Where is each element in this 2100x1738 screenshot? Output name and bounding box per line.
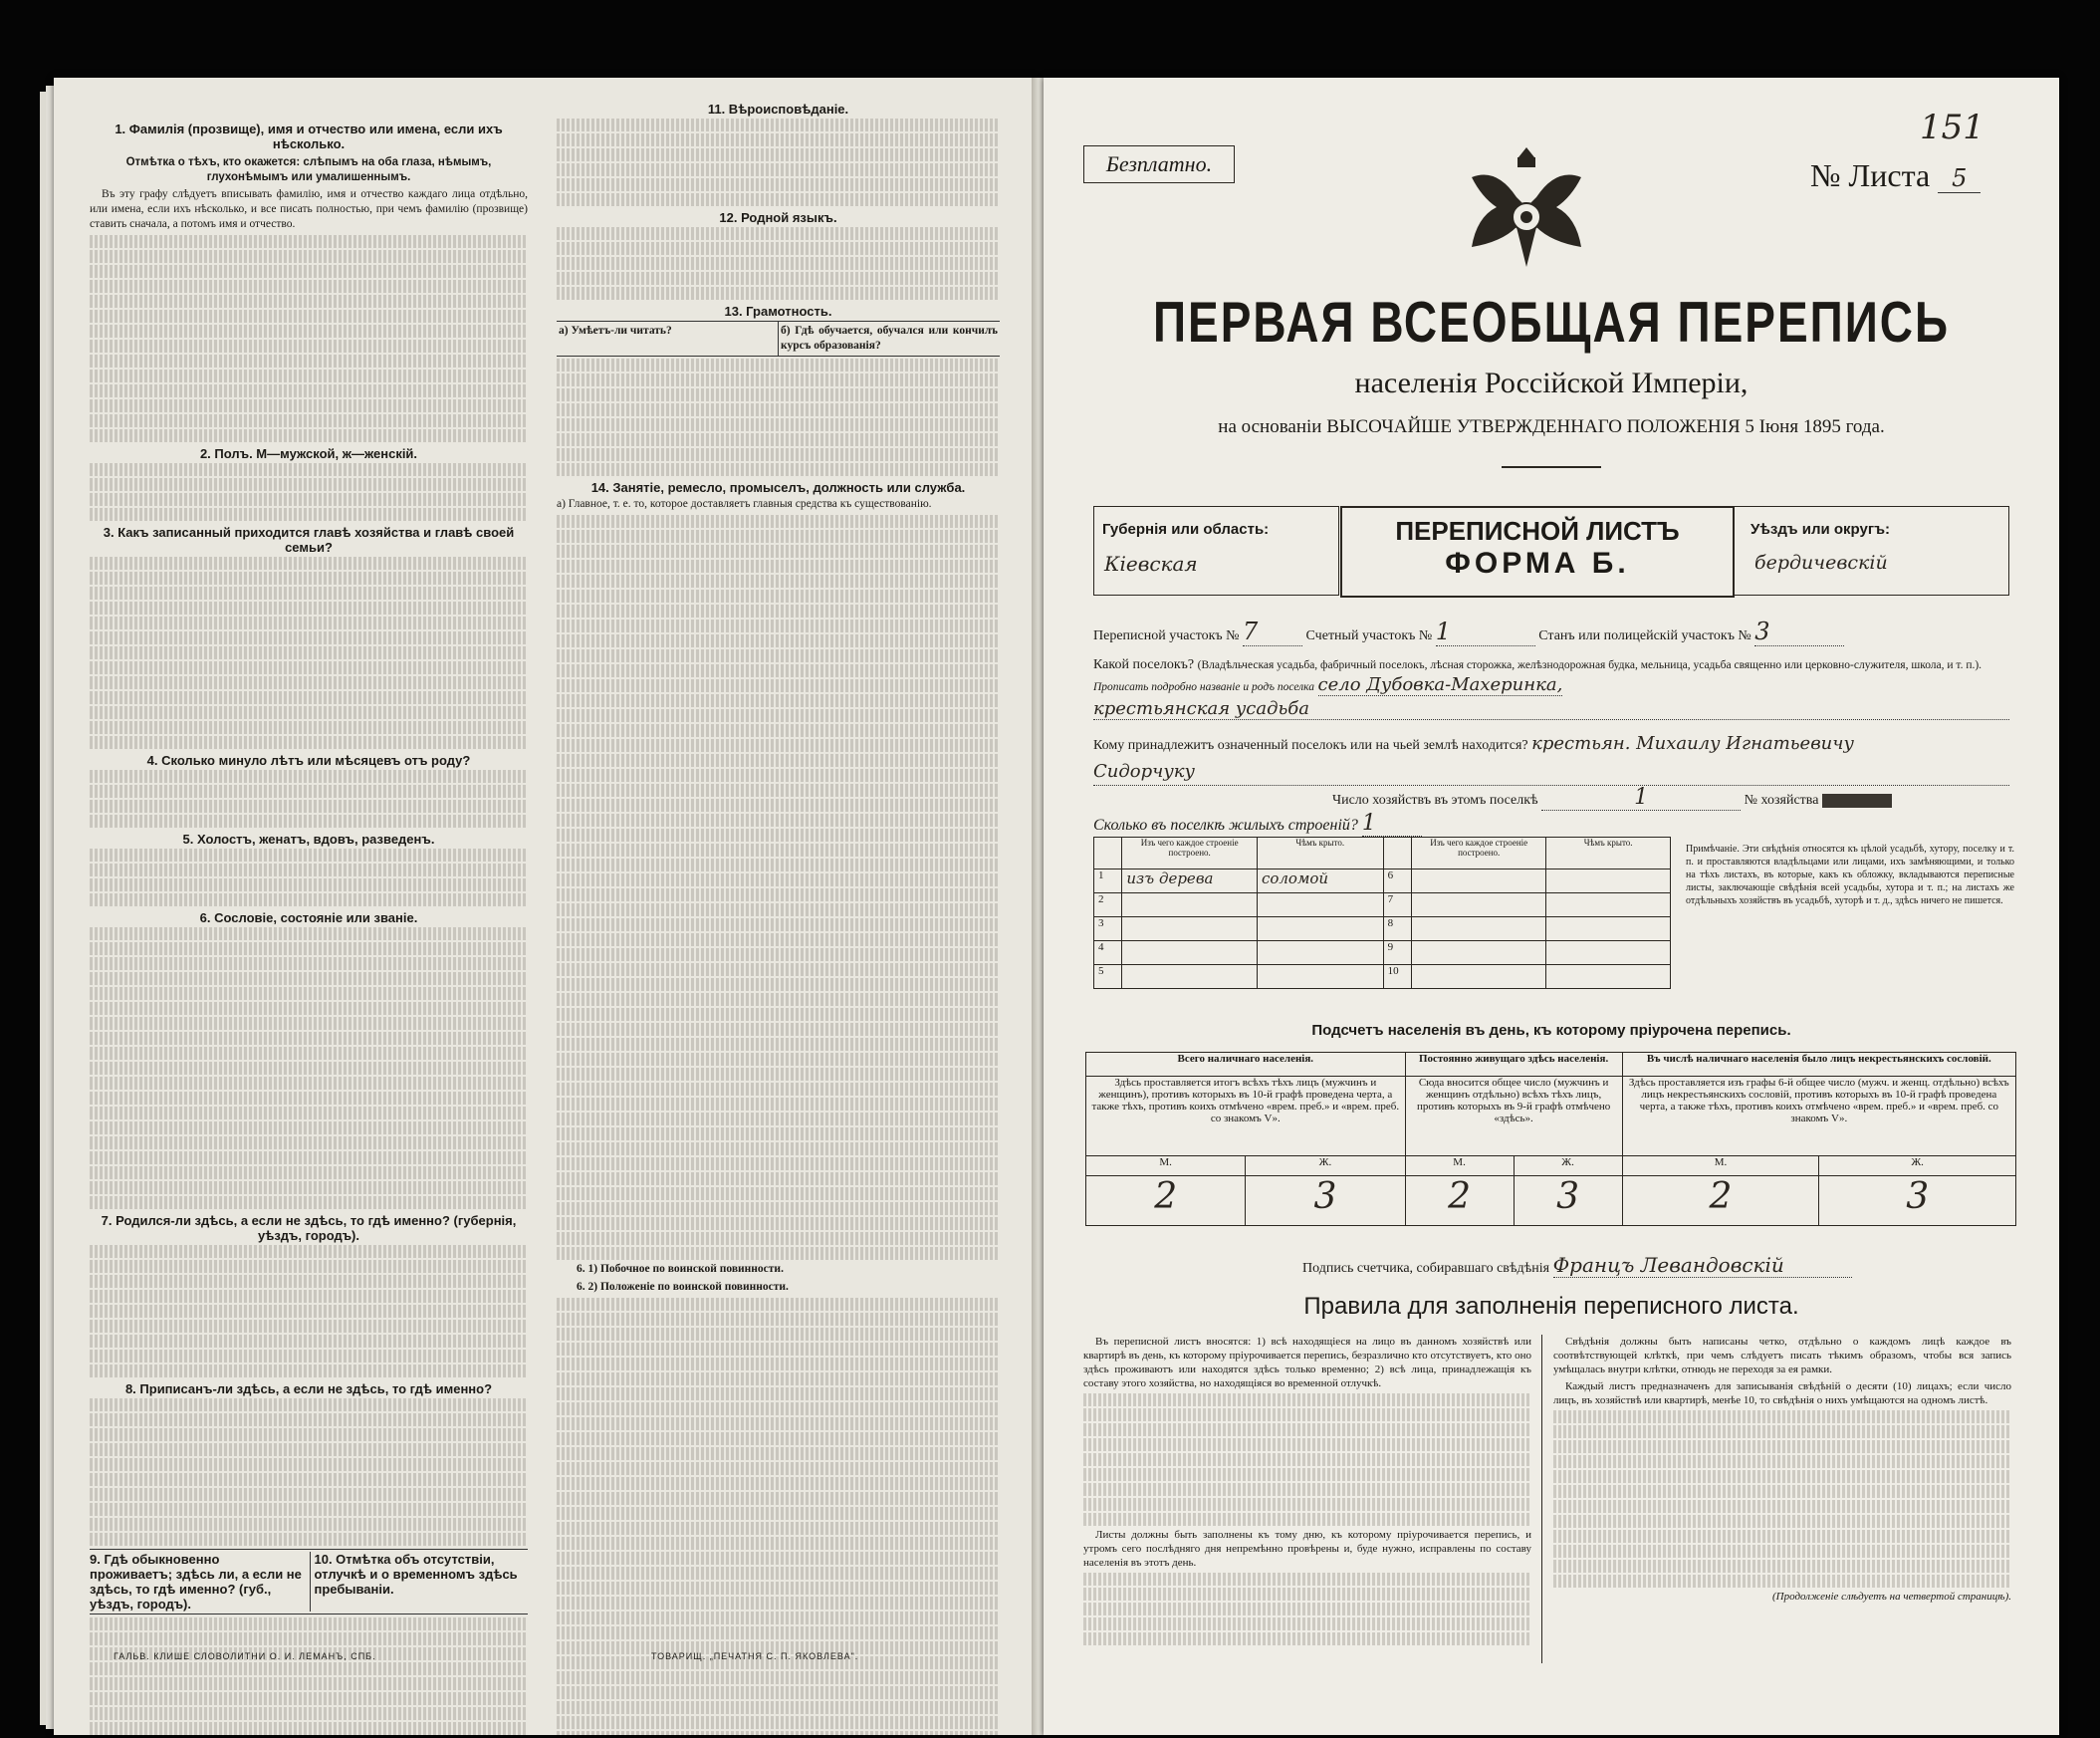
tally-desc-present: Здѣсь проставляется итогъ всѣхъ тѣхъ лицъ (мужчинъ и женщинъ), противъ которыхъ въ 10-й графѣ проведена черта, а также тѣхъ, противъ коихъ отмѣчено «врем. преб.» и «врем. преб. со знакомъ V». xyxy=(1086,1077,1406,1156)
building-row-number: 9 xyxy=(1383,941,1412,965)
building-row-number: 7 xyxy=(1383,893,1412,917)
tally-male-label: М. xyxy=(1622,1156,1819,1176)
left-page xyxy=(54,78,1035,1735)
gubernia-label: Губернія или область: xyxy=(1102,521,1270,538)
uezd-box xyxy=(1734,506,2009,596)
buildings-table xyxy=(1093,837,1671,989)
field-heading-13b: б) Гдѣ обучается, обучался или кончилъ курсъ образованія? xyxy=(778,322,1000,356)
buildings-col-from-2: Изъ чего каждое строеніе построено. xyxy=(1412,838,1546,869)
uezd-value: бердичевскій xyxy=(1754,552,1888,574)
tally-head-resident: Постоянно живущаго здѣсь населенія. xyxy=(1405,1053,1622,1077)
field-heading-5: 5. Холостъ, женатъ, вдовъ, разведенъ. xyxy=(182,832,435,847)
field-heading-8: 8. Приписанъ-ли здѣсь, а если не здѣсь, то гдѣ именно? xyxy=(124,1381,493,1396)
tally-head-non-peasant: Въ числѣ наличнаго населенія было лицъ некрестьянскихъ сословій. xyxy=(1622,1053,2015,1077)
building-roof: соломой xyxy=(1257,869,1383,893)
field-heading-14: 14. Занятіе, ремесло, промыселъ, должность или служба. xyxy=(590,480,966,495)
tally-value: 3 xyxy=(1246,1176,1405,1226)
stan-value: 3 xyxy=(1754,618,1844,646)
owner-block xyxy=(1093,731,2009,786)
settlement-label: Какой поселокъ? xyxy=(1093,657,1195,672)
instructions-col-1 xyxy=(90,118,528,1735)
field-heading-10: 10. Отмѣтка объ отсутствіи, отлучкѣ и о временномъ здѣсь пребываніи. xyxy=(310,1552,529,1612)
form-title-2: ФОРМА Б. xyxy=(1445,547,1630,580)
sheet-number xyxy=(1810,157,1981,194)
buildings-col-roof: Чѣмъ крыто. xyxy=(1257,838,1383,869)
tally-value: 2 xyxy=(1086,1176,1246,1226)
count-section-label: Счетный участокъ № xyxy=(1305,628,1433,643)
sheet-number-label: № Листа xyxy=(1810,157,1931,193)
field-heading-4: 4. Сколько минуло лѣтъ или мѣсяцевъ отъ роду? xyxy=(146,753,471,768)
imperial-eagle-emblem xyxy=(1452,137,1601,287)
tally-male-label: М. xyxy=(1405,1156,1514,1176)
form-title-box xyxy=(1340,506,1735,598)
printer-note-left: ГАЛЬВ. КЛИШЕ СЛОВОЛИТНИ О. И. ЛЕМАНЪ, СПБ. xyxy=(114,1651,376,1661)
settlement-value-2: крестьянская усадьба xyxy=(1093,699,2009,720)
rules-continued: (Продолженіе слѣдуетъ на четвертой страницѣ). xyxy=(1772,1591,2011,1603)
rules-text-left: Въ переписной листъ вносятся: 1) всѣ находящіеся на лицо въ данномъ хозяйствѣ или квартирѣ въ день, къ которому пріурочивается перепись, безразлично кто отсутствуетъ, кто оно здѣсь проживаютъ или находятся здѣсь только временно; 2) всѣ лица, принадлежащія къ составу этого хозяйства, но находящіяся во временной отлучкѣ. xyxy=(1083,1336,1531,1389)
field-heading-14a: а) Главное, т. е. то, которое доставляетъ главныя средства къ существованію. xyxy=(557,498,932,510)
signature-line xyxy=(1302,1253,1852,1278)
tally-title: Подсчетъ населенія въ день, къ которому пріурочена перепись. xyxy=(1311,1022,1791,1039)
signature-label: Подпись счетчика, собиравшаго свѣдѣнія xyxy=(1302,1261,1550,1276)
buildings-value: 1 xyxy=(1362,811,1422,837)
census-subtitle: населенія Россійской Имперіи, xyxy=(1354,367,1749,399)
field-heading-7: 7. Родился-ли здѣсь, а если не здѣсь, то гдѣ именно? (губернія, уѣздъ, городъ). xyxy=(101,1213,517,1243)
rules-text-right-2: Каждый листъ предназначенъ для записыванія свѣдѣній о десяти (10) лицахъ; если число лицъ, въ хозяйствѣ или квартирѣ, менѣе 10, то свѣдѣнія о нихъ умѣщаются на одномъ листѣ. xyxy=(1553,1380,2011,1406)
households-label: Число хозяйствъ въ этомъ поселкѣ xyxy=(1332,793,1538,808)
households-value: 1 xyxy=(1541,785,1741,811)
rules-title: Правила для заполненія переписного листа. xyxy=(1303,1293,1799,1320)
page-number-handwritten: 151 xyxy=(1920,108,1984,147)
tally-value: 2 xyxy=(1405,1176,1514,1226)
count-section-value: 1 xyxy=(1436,618,1535,646)
settlement-hint-2: Прописать подробно названіе и родъ поселка xyxy=(1093,681,1314,693)
field-heading-11: 11. Вѣроисповѣданіе. xyxy=(707,102,849,117)
section-line xyxy=(1093,618,2009,646)
buildings-label: Сколько въ поселкѣ жилыхъ строеній? xyxy=(1093,817,1358,834)
field-heading-12: 12. Родной языкъ. xyxy=(719,210,837,225)
signature-value: Францъ Левандовскій xyxy=(1553,1253,1852,1278)
field-heading-13: 13. Грамотность. xyxy=(724,304,832,319)
field-heading-13a: а) Умѣетъ-ли читать? xyxy=(559,325,672,337)
tally-desc-non-peasant: Здѣсь проставляется изъ графы 6-й общее число (мужч. и женщ. отдѣльно) всѣхъ лицъ некрестьянскихъ сословій, противъ которыхъ въ 10-й графѣ проведена черта, а также тѣхъ, противъ коихъ отмѣчено «врем. преб.» и «врем. преб. со знакомъ V». xyxy=(1622,1077,2015,1156)
tally-table xyxy=(1085,1052,2016,1226)
field-heading-6: 6. Сословіе, состояніе или званіе. xyxy=(199,910,418,925)
census-section-value: 7 xyxy=(1243,618,1302,646)
right-page xyxy=(1044,78,2059,1735)
building-row-number: 6 xyxy=(1383,869,1412,893)
sheet-number-value: 5 xyxy=(1938,164,1981,193)
rules-col-right xyxy=(1553,1335,2011,1607)
tally-value: 2 xyxy=(1622,1176,1819,1226)
tally-female-label: Ж. xyxy=(1246,1156,1405,1176)
settlement-hint: (Владѣльческая усадьба, фабричный поселокъ, лѣсная сторожка, желѣзнодорожная будка, мельница, усадьба священно или церковно-служителя, школа, и т. п.). xyxy=(1197,659,1983,671)
rules-text-left-2: Листы должны быть заполнены къ тому дню, къ которому пріурочивается перепись, и утромъ сего послѣдняго дня непремѣнно провѣрены и, буде нужно, исправлены по составу населенія въ этотъ день. xyxy=(1083,1529,1531,1569)
field-heading-9: 9. Гдѣ обыкновенно проживаетъ; здѣсь ли, а если не здѣсь, то гдѣ именно? (губ., уѣздъ, городъ). xyxy=(90,1552,302,1612)
tally-female-label: Ж. xyxy=(1819,1156,2016,1176)
gubernia-box xyxy=(1093,506,1339,596)
rules-col-left xyxy=(1083,1335,1531,1647)
owner-label: Кому принадлежитъ означенный поселокъ или на чьей землѣ находится? xyxy=(1093,738,1528,753)
instructions-col-2 xyxy=(557,98,1000,1735)
buildings-note: Примѣчаніе. Эти свѣдѣнія относятся къ цѣлой усадьбѣ, хутору, поселку и т. п. и проставляются владѣльцами или лицами, ихъ замѣняющими, и только на тѣхъ листахъ, въ которые, какъ къ обложку, вкладываются переписные листы, заключающіе свѣдѣнія всей усадьбы, хутора и т. п.; на листахъ же отдѣльныхъ хозяйствъ въ усадьбѣ, хуторѣ и т. д., здѣсь ничего не пишется. xyxy=(1686,844,2014,906)
free-label: Безплатно. xyxy=(1083,145,1235,183)
building-row-number: 8 xyxy=(1383,917,1412,941)
tally-desc-resident: Сюда вносится общее число (мужчинъ и женщинъ отдѣльно) всѣхъ тѣхъ лицъ, противъ которыхъ въ 9-й графѣ отмѣчено «здѣсь». xyxy=(1405,1077,1622,1156)
field-heading-14c: 6. 2) Положеніе по воинской повинности. xyxy=(577,1281,789,1293)
building-row-number: 10 xyxy=(1383,965,1412,989)
census-section-label: Переписной участокъ № xyxy=(1093,628,1240,643)
field-heading-2: 2. Полъ. М—мужской, ж—женскій. xyxy=(199,446,418,461)
households-line xyxy=(1332,785,2009,811)
building-material: изъ дерева xyxy=(1122,869,1258,893)
settlement-value-1: село Дубовка-Махеринка, xyxy=(1317,674,1563,695)
building-row-number: 1 xyxy=(1094,869,1122,893)
tally-female-label: Ж. xyxy=(1514,1156,1622,1176)
field-heading-1b: Отмѣтка о тѣхъ, кто окажется: слѣпымъ на оба глаза, нѣмымъ, глухонѣмымъ или умалишеннымъ. xyxy=(125,156,492,183)
tally-value: 3 xyxy=(1514,1176,1622,1226)
field-heading-1: 1. Фамилія (прозвище), имя и отчество или имена, если ихъ нѣсколько. xyxy=(115,122,503,151)
settlement-block xyxy=(1093,655,2009,720)
field-heading-14b: 6. 1) Побочное по воинской повинности. xyxy=(577,1263,784,1275)
uezd-label: Уѣздъ или округъ: xyxy=(1750,521,1891,538)
household-no-label: № хозяйства xyxy=(1744,793,1819,808)
gubernia-value: Кіевская xyxy=(1104,552,1198,576)
tally-value: 3 xyxy=(1819,1176,2016,1226)
tally-head-present: Всего наличнаго населенія. xyxy=(1086,1053,1406,1077)
rules-text-right: Свѣдѣнія должны быть написаны четко, отдѣльно о каждомъ лицѣ каждое въ соотвѣтствующей клѣткѣ, при чемъ слѣдуетъ писать тѣкимъ образомъ, чтобы вся запись умѣщалась внутри клѣтки, отнюдь не переходя за ея рамки. xyxy=(1553,1336,2011,1375)
owner-value-2: Сидорчуку xyxy=(1093,759,2009,786)
owner-value-1: крестьян. Михаилу Игнатьевичу xyxy=(1531,733,1854,754)
form-title-1: ПЕРЕПИСНОЙ ЛИСТЪ xyxy=(1395,516,1680,546)
census-title: ПЕРВАЯ ВСЕОБЩАЯ ПЕРЕПИСЬ xyxy=(1152,289,1951,355)
printer-note-right: ТОВАРИЩ. „ПЕЧАТНЯ С. П. ЯКОВЛЕВА". xyxy=(651,1651,859,1661)
buildings-line xyxy=(1093,811,1422,837)
tally-male-label: М. xyxy=(1086,1156,1246,1176)
field-text-1: Въ эту графу слѣдуетъ вписывать фамилію, имя и отчество каждаго лица отдѣльно, или имена, если ихъ нѣсколько, и все писать полностью, при чемъ фамилію (прозвище) ставить сначала, а потомъ имя и отчество. xyxy=(90,188,528,230)
field-heading-3: 3. Какъ записанный приходится главѣ хозяйства и главѣ своей семьи? xyxy=(103,525,515,555)
building-row-number: 5 xyxy=(1094,965,1122,989)
building-row-number: 4 xyxy=(1094,941,1122,965)
stan-label: Станъ или полицейскій участокъ № xyxy=(1538,628,1751,643)
buildings-col-from: Изъ чего каждое строеніе построено. xyxy=(1122,838,1258,869)
census-basis: на основаніи ВЫСОЧАЙШЕ УТВЕРЖДЕННАГО ПОЛОЖЕНІЯ 5 Іюня 1895 года. xyxy=(1218,416,1885,437)
buildings-col-roof-2: Чѣмъ крыто. xyxy=(1546,838,1671,869)
building-row-number: 2 xyxy=(1094,893,1122,917)
building-row-number: 3 xyxy=(1094,917,1122,941)
